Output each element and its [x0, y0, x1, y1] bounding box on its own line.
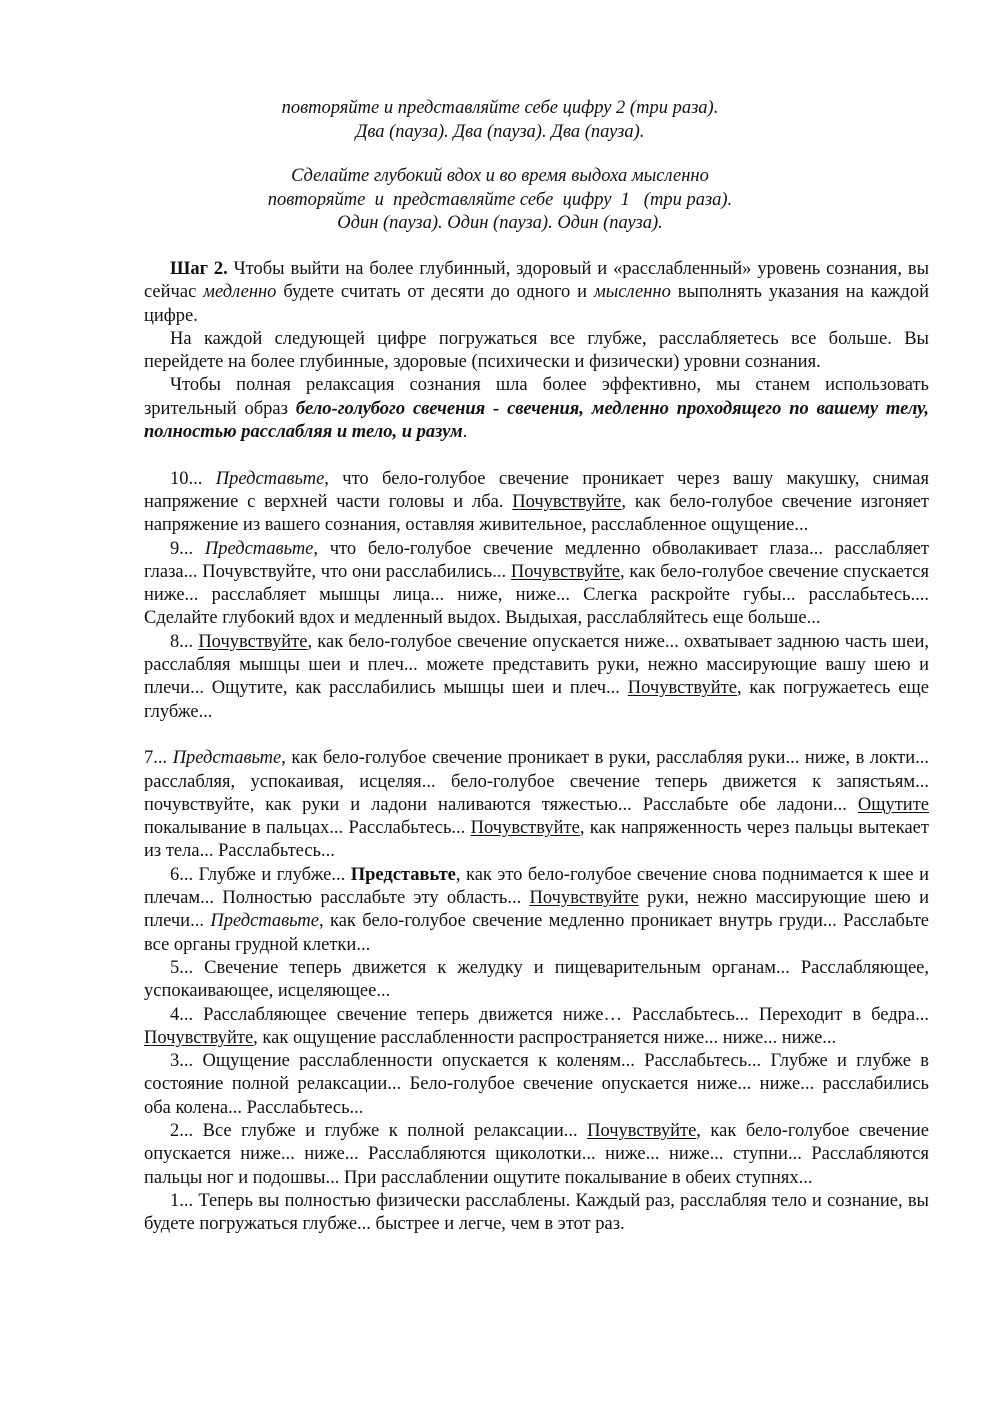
count-one: 1... Теперь вы полностью физически расслаблены. Каждый раз, расслабляя тело и сознание, вы будете погружаться глубже... быстрее и легче, чем в этот раз.	[144, 1190, 929, 1235]
step-two-section	[144, 258, 929, 1236]
count-five: 5... Свечение теперь движется к желудку и пищеварительным органам... Расслабляющее, успокаивающее, исцеляющее...	[144, 957, 929, 1002]
intro-line: повторяйте и представляйте себе цифру 2 (три раза).	[281, 98, 719, 118]
intro-line: Сделайте глубокий вдох и во время выдоха мысленно	[291, 166, 709, 186]
intro-line: повторяйте и представляйте себе цифру 1 (три раза).	[267, 189, 733, 210]
count-ten: 10... Представьте, что бело-голубое свечение проникает через вашу макушку, снимая напряжение с верхней части головы и лба. Почувствуйте, как бело-голубое свечение изгоняет напряжение из вашего сознания, оставляя живительное, расслабленное ощущение...	[144, 468, 929, 536]
spacer	[144, 724, 929, 747]
intro-block-one	[0, 165, 1000, 236]
count-seven: 7... Представьте, как бело-голубое свечение проникает в руки, расслабляя руки... ниже, в локти... расслабляя, успокаивая, исцеляя... бело-голубое свечение теперь движется к запястьям... почувствуйте, как руки и ладони наливаются тяжестью... Расслабьте обе ладони... Ощутите покалывание в пальцах... Расслабьтесь... Почувствуйте, как напряженность через пальцы вытекает из тела... Расслабьтесь...	[144, 748, 930, 862]
count-four: 4... Расслабляющее свечение теперь движется ниже… Расслабьтесь... Переходит в бедра... Почувствуйте, как ощущение расслабленности распространяется ниже... ниже... ниже...	[144, 1004, 929, 1048]
paragraph: Чтобы полная релаксация сознания шла более эффективно, мы станем использовать зрительный образ бело-голубого свечения - свечения, медленно проходящего по вашему телу, полностью расслабляя и тело, и разум.	[144, 375, 929, 443]
count-two: 2... Все глубже и глубже к полной релаксации... Почувствуйте, как бело-голубое свечение опускается ниже... ниже... Расслабляются щиколотки... ниже... ниже... ступни... Расслабляются пальцы ног и подошвы... При расслаблении ощутите покалывание в обеих ступнях...	[144, 1120, 929, 1188]
count-six: 6... Глубже и глубже... Представьте, как это бело-голубое свечение снова поднимается к шее и плечам... Полностью расслабьте эту область... Почувствуйте руки, нежно массирующие шею и плечи... Представьте, как бело-голубое свечение медленно проникает внутрь груди... Расслабьте все органы грудной клетки...	[144, 864, 930, 955]
step-two-paragraph: Шаг 2. Чтобы выйти на более глубинный, здоровый и «расслабленный» уровень сознания, вы сейчас медленно будете считать от десяти до одного и мысленно выполнять указания на каждой цифре.	[144, 259, 929, 326]
count-eight: 8... Почувствуйте, как бело-голубое свечение опускается ниже... охватывает заднюю часть шеи, расслабляя мышцы шеи и плеч... можете представить руки, нежно массирующие вашу шею и плечи... Ощутите, как расслабились мышцы шеи и плеч... Почувствуйте, как погружаетесь еще глубже...	[144, 631, 929, 722]
intro-line: Один (пауза). Один (пауза). Один (пауза).	[337, 213, 663, 233]
count-three: 3... Ощущение расслабленности опускается к коленям... Расслабьтесь... Глубже и глубже в состояние полной релаксации... Бело-голубое свечение опускается ниже... ниже... расслабились оба колена... Расслабьтесь...	[144, 1051, 929, 1118]
step-label: Шаг 2.	[170, 259, 228, 279]
intro-block-two	[0, 97, 1000, 144]
spacer	[144, 444, 929, 467]
count-nine: 9... Представьте, что бело-голубое свечение медленно обволакивает глаза... расслабляет глаза... Почувствуйте, что они расслабились... Почувствуйте, как бело-голубое свечение спускается ниже... расслабляет мышцы лица... ниже, ниже... Слегка раскройте губы... расслабьтесь.... Сделайте глубокий вдох и медленный выдох. Выдыхая, расслабляйтесь еще больше...	[144, 538, 929, 629]
paragraph: На каждой следующей цифре погружаться все глубже, расслабляетесь все больше. Вы перейдете на более глубинные, здоровые (психически и физически) уровни сознания.	[144, 328, 929, 373]
intro-line: Два (пауза). Два (пауза). Два (пауза).	[355, 121, 645, 142]
